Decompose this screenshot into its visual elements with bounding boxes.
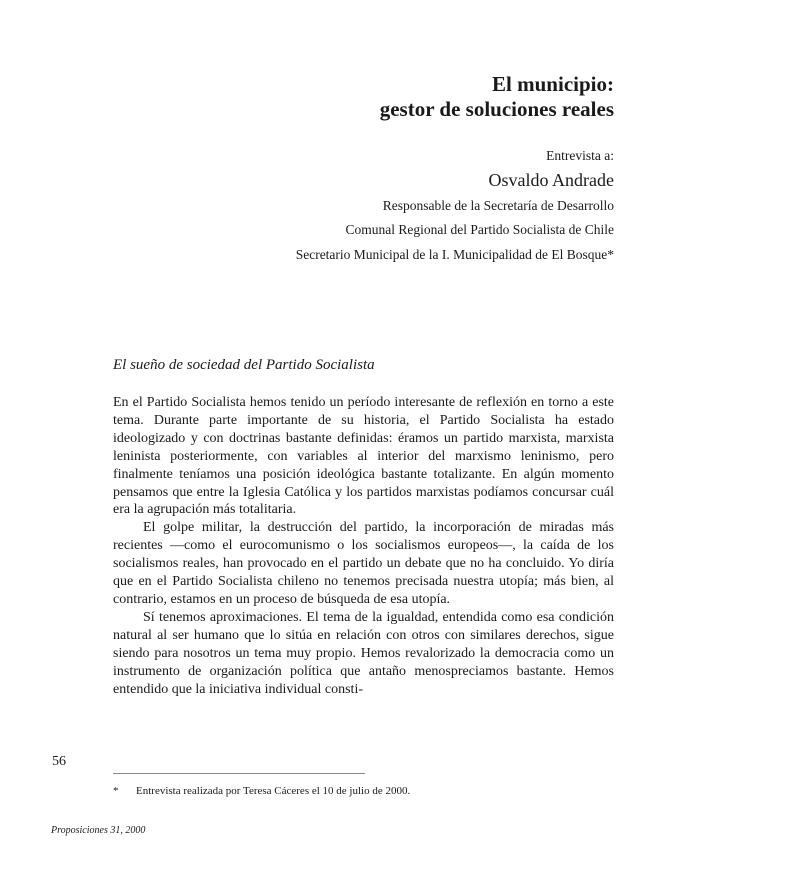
page-number: 56 (52, 754, 66, 769)
paragraph-2: El golpe militar, la destrucción del partido, la incorporación de miradas más recientes —como el eurocomunismo o los socialismos europeos—, la caída de los socialismos reales, han provocado en el partido un debate que no ha concluido. Yo diría que en el Partido Socialista chileno no tenemos precisada nuestra utopía; más bien, al contrario, estamos en un proceso de búsqueda de esa utopía. (113, 520, 614, 607)
interviewee-role-3: Secretario Municipal de la I. Municipalidad de El Bosque* (295, 247, 614, 262)
footnote-divider (113, 773, 365, 774)
footnote-marker: * (113, 785, 119, 797)
journal-citation: Proposiciones 31, 2000 (51, 825, 146, 836)
interviewee-name: Osvaldo Andrade (488, 170, 614, 190)
paragraph-1: En el Partido Socialista hemos tenido un período interesante de reflexión en torno a este tema. Durante parte importante de su historia, el Partido Socialista ha estado ideologizado y con doctrinas bastante definidas: éramos un partido marxista, marxista leninista posteriormente, con variables al interior del marxismo leninismo, pero finalmente teníamos una posición ideológica bastante totalizante. En algún momento pensamos que entre la Iglesia Católica y los partidos marxistas podíamos concursar cuál era la agrupación más totalitaria. (113, 395, 614, 518)
interviewee-role-1: Responsable de la Secretaría de Desarrollo (382, 198, 614, 213)
section-heading: El sueño de sociedad del Partido Socialista (113, 357, 375, 373)
title-line-1: El municipio: (492, 72, 614, 96)
paragraph-3: Sí tenemos aproximaciones. El tema de la igualdad, entendida como esa condición natural al ser humano que lo sitúa en relación con otros con similares derechos, sigue siendo para nosotros un tema muy propio. Hemos revalorizado la democracia como un instrumento de organización política que antaño menospreciamos bastante. Hemos entendido que la iniciativa individual consti- (113, 609, 614, 697)
footnote-text: Entrevista realizada por Teresa Cáceres el 10 de julio de 2000. (136, 785, 411, 797)
footnote (113, 785, 410, 797)
interviewee-role-2: Comunal Regional del Partido Socialista de Chile (345, 222, 614, 237)
interview-label: Entrevista a: (546, 148, 614, 163)
article-title (380, 72, 614, 122)
title-line-2: gestor de soluciones reales (379, 97, 614, 121)
article-body (113, 394, 614, 698)
